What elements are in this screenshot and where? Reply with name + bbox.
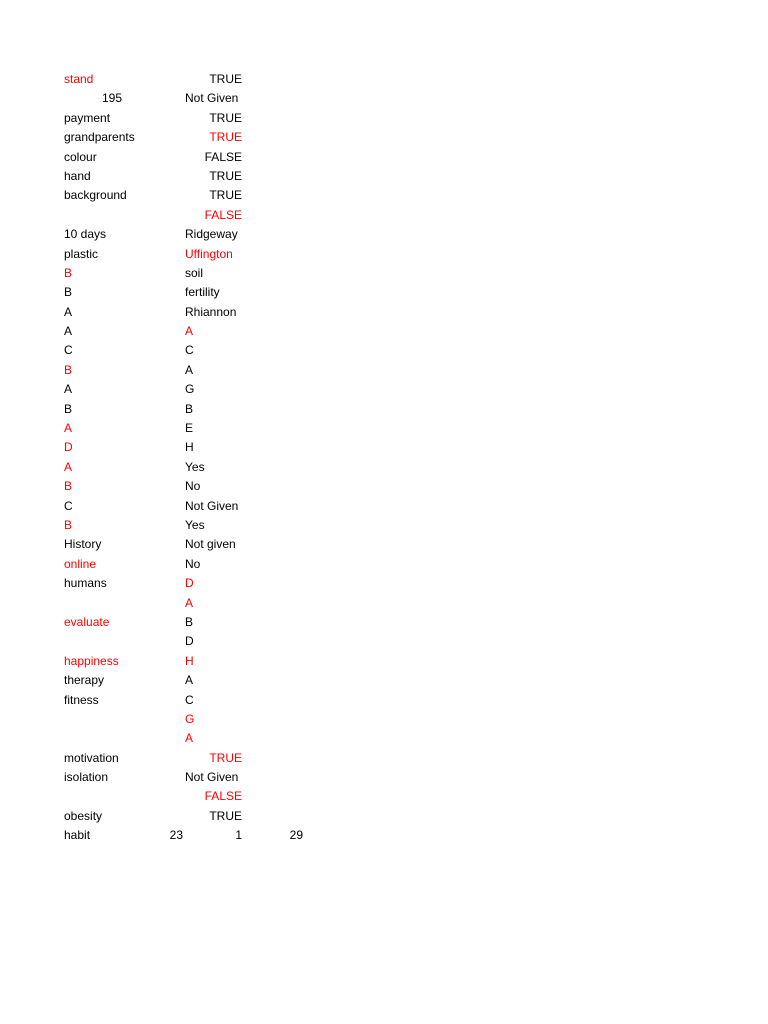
- cell-a[interactable]: A: [64, 382, 73, 397]
- cell-a[interactable]: B: [64, 265, 73, 280]
- table-row: [0, 749, 768, 768]
- cell-a[interactable]: isolation: [64, 770, 109, 785]
- cell-a[interactable]: History: [64, 537, 102, 552]
- cell-b[interactable]: A: [185, 362, 194, 377]
- cell-a[interactable]: hand: [64, 168, 91, 183]
- cell-b[interactable]: Yes: [185, 459, 205, 474]
- cell-b[interactable]: B: [185, 401, 194, 416]
- table-row: [0, 574, 768, 593]
- answer-sheet: [0, 70, 768, 846]
- cell-a[interactable]: B: [64, 401, 73, 416]
- cell-number[interactable]: 1: [235, 828, 242, 843]
- cell-b[interactable]: No: [185, 479, 201, 494]
- table-row: [0, 128, 768, 147]
- cell-a[interactable]: A: [64, 421, 73, 436]
- table-row-last: [0, 826, 768, 845]
- table-row: [0, 167, 768, 186]
- table-row: [0, 477, 768, 496]
- cell-b[interactable]: A: [185, 673, 194, 688]
- table-row: [0, 555, 768, 574]
- cell-b[interactable]: Not Given: [185, 498, 239, 513]
- cell-b[interactable]: H: [185, 653, 194, 668]
- cell-a[interactable]: online: [64, 556, 97, 571]
- cell-a[interactable]: evaluate: [64, 614, 110, 629]
- cell-a[interactable]: A: [64, 304, 73, 319]
- cell-b[interactable]: H: [185, 440, 194, 455]
- table-row: [0, 303, 768, 322]
- table-row: [0, 264, 768, 283]
- table-row: [0, 613, 768, 632]
- cell-number[interactable]: 23: [169, 828, 183, 843]
- cell-b[interactable]: E: [185, 421, 194, 436]
- table-row: [0, 497, 768, 516]
- cell-a[interactable]: plastic: [64, 246, 99, 261]
- cell-b[interactable]: D: [185, 576, 194, 591]
- table-row: [0, 768, 768, 787]
- cell-b[interactable]: TRUE: [209, 808, 242, 823]
- table-row: [0, 691, 768, 710]
- cell-a[interactable]: habit: [64, 828, 91, 843]
- cell-a[interactable]: C: [64, 498, 73, 513]
- cell-a[interactable]: B: [64, 362, 73, 377]
- cell-b[interactable]: A: [185, 324, 194, 339]
- cell-b[interactable]: TRUE: [209, 130, 242, 145]
- cell-b[interactable]: Not given: [185, 537, 236, 552]
- table-row: [0, 419, 768, 438]
- cell-b[interactable]: Not Given: [185, 91, 239, 106]
- cell-b[interactable]: Rhiannon: [185, 304, 237, 319]
- cell-b[interactable]: FALSE: [204, 207, 242, 222]
- cell-a[interactable]: happiness: [64, 653, 119, 668]
- cell-b[interactable]: C: [185, 692, 194, 707]
- cell-b[interactable]: Uffington: [185, 246, 233, 261]
- table-row: [0, 710, 768, 729]
- cell-b[interactable]: A: [185, 731, 194, 746]
- cell-b[interactable]: G: [185, 711, 195, 726]
- cell-b[interactable]: Yes: [185, 517, 205, 532]
- cell-b[interactable]: soil: [185, 265, 204, 280]
- cell-a[interactable]: humans: [64, 576, 107, 591]
- cell-b[interactable]: C: [185, 343, 194, 358]
- cell-b[interactable]: TRUE: [209, 110, 242, 125]
- cell-b[interactable]: fertility: [185, 285, 220, 300]
- table-row: [0, 671, 768, 690]
- cell-b[interactable]: TRUE: [209, 188, 242, 203]
- cell-b[interactable]: No: [185, 556, 201, 571]
- table-row: [0, 516, 768, 535]
- table-row: [0, 89, 768, 108]
- cell-a[interactable]: therapy: [64, 673, 105, 688]
- cell-b[interactable]: Ridgeway: [185, 227, 238, 242]
- table-row: [0, 245, 768, 264]
- cell-a[interactable]: B: [64, 285, 73, 300]
- cell-b[interactable]: FALSE: [204, 789, 242, 804]
- cell-a[interactable]: obesity: [64, 808, 103, 823]
- table-row: [0, 283, 768, 302]
- cell-a[interactable]: grandparents: [64, 130, 135, 145]
- cell-b[interactable]: B: [185, 614, 194, 629]
- cell-b[interactable]: D: [185, 634, 194, 649]
- table-row: [0, 206, 768, 225]
- table-row: [0, 438, 768, 457]
- cell-b[interactable]: TRUE: [209, 750, 242, 765]
- cell-b[interactable]: TRUE: [209, 168, 242, 183]
- table-row: [0, 380, 768, 399]
- cell-number[interactable]: 29: [289, 828, 303, 843]
- table-row: [0, 70, 768, 89]
- cell-a[interactable]: B: [64, 479, 73, 494]
- cell-b[interactable]: TRUE: [209, 72, 242, 86]
- cell-a[interactable]: B: [64, 517, 73, 532]
- table-row: [0, 458, 768, 477]
- table-row: [0, 148, 768, 167]
- cell-a[interactable]: payment: [64, 110, 111, 125]
- cell-a[interactable]: 10 days: [64, 227, 107, 242]
- table-row: [0, 594, 768, 613]
- cell-a[interactable]: colour: [64, 149, 97, 164]
- table-row: [0, 109, 768, 128]
- table-row: [0, 186, 768, 205]
- cell-b[interactable]: FALSE: [204, 149, 242, 164]
- table-row: [0, 322, 768, 341]
- table-row: [0, 729, 768, 748]
- cell-b[interactable]: Not Given: [185, 770, 239, 785]
- cell-a[interactable]: motivation: [64, 750, 119, 765]
- table-row: [0, 652, 768, 671]
- cell-b[interactable]: G: [185, 382, 195, 397]
- table-row: [0, 400, 768, 419]
- table-row: [0, 361, 768, 380]
- cell-a[interactable]: stand: [64, 72, 94, 86]
- table-row: [0, 632, 768, 651]
- cell-a[interactable]: fitness: [64, 692, 99, 707]
- table-row: [0, 807, 768, 826]
- cell-a[interactable]: A: [64, 459, 73, 474]
- cell-a[interactable]: D: [64, 440, 73, 455]
- cell-a[interactable]: background: [64, 188, 127, 203]
- cell-a[interactable]: 195: [101, 91, 122, 106]
- table-row: [0, 787, 768, 806]
- table-row: [0, 225, 768, 244]
- cell-a[interactable]: A: [64, 324, 73, 339]
- cell-b[interactable]: A: [185, 595, 194, 610]
- table-row: [0, 535, 768, 554]
- table-row: [0, 341, 768, 360]
- cell-a[interactable]: C: [64, 343, 73, 358]
